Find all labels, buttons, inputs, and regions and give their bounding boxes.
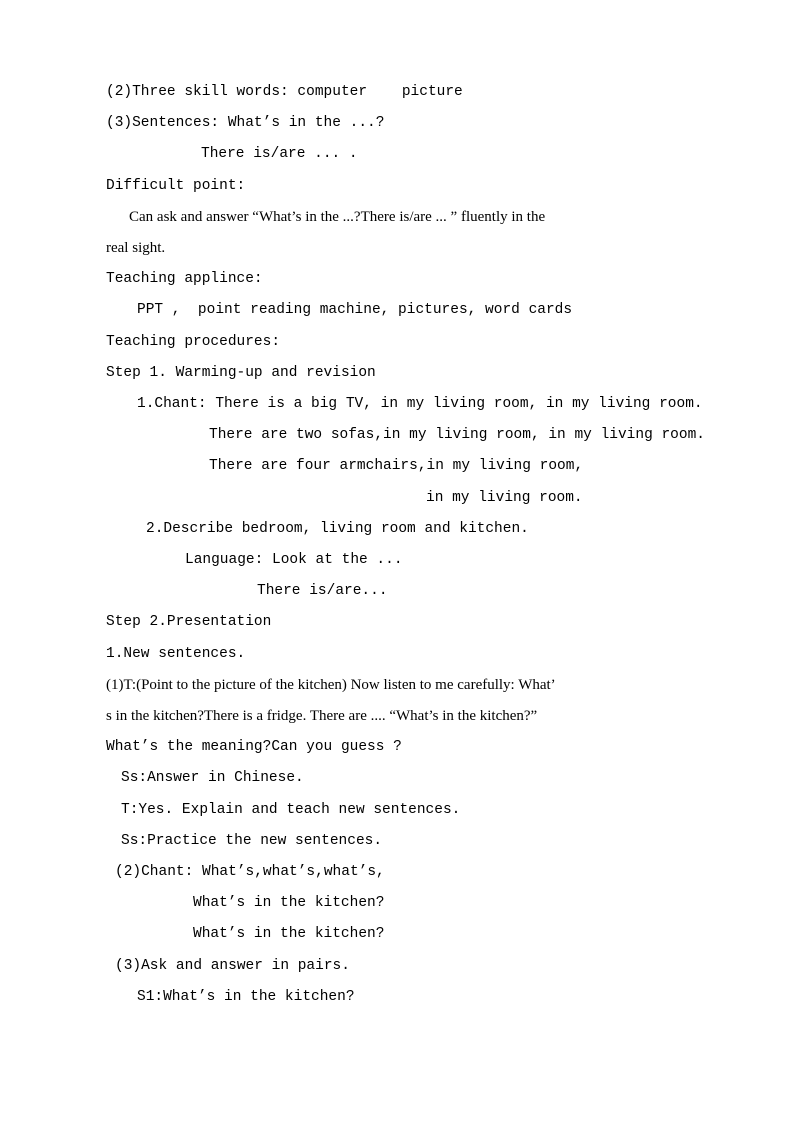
line-difficult-point-text: Can ask and answer “What’s in the ...?There is/are ... ” fluently in the — [129, 209, 546, 225]
line-describe: 2.Describe bedroom, living room and kitchen. — [146, 521, 529, 537]
line-chant-whats-2: What’s in the kitchen? — [193, 895, 385, 911]
line-chant-whats: (2)Chant: What’s,what’s,what’s, — [115, 864, 385, 880]
line-t-yes: T:Yes. Explain and teach new sentences. — [121, 802, 461, 818]
line-presentation-2: s in the kitchen?There is a fridge. There are .... “What’s in the kitchen?” — [106, 708, 538, 724]
heading-step-2: Step 2.Presentation — [106, 614, 272, 630]
line-ss-answer: Ss:Answer in Chinese. — [121, 770, 304, 786]
line-ss-practice: Ss:Practice the new sentences. — [121, 833, 383, 849]
line-new-sentences: 1.New sentences. — [106, 646, 246, 662]
line-language: Language: Look at the ... — [185, 552, 403, 568]
heading-step-1: Step 1. Warming-up and revision — [106, 365, 376, 381]
line-presentation-1: (1)T:(Point to the picture of the kitchen) Now listen to me carefully: What’ — [106, 677, 556, 693]
line-there-is-are-2: There is/are... — [257, 583, 388, 599]
line-chant-2: There are two sofas,in my living room, in my living room. — [209, 427, 705, 443]
line-real-sight: real sight. — [106, 240, 166, 256]
line-ask-answer: (3)Ask and answer in pairs. — [115, 958, 350, 974]
line-applince-list: PPT , point reading machine, pictures, word cards — [137, 302, 573, 318]
line-skill-words: (2)Three skill words: computer picture — [106, 84, 463, 100]
line-chant-3: There are four armchairs,in my living room, — [209, 458, 584, 474]
line-chant-1: 1.Chant: There is a big TV, in my living room, in my living room. — [137, 396, 703, 412]
line-sentences: (3)Sentences: What’s in the ...? — [106, 115, 385, 131]
line-there-is-are: There is/are ... . — [201, 146, 358, 162]
line-chant-whats-3: What’s in the kitchen? — [193, 926, 385, 942]
line-meaning: What’s the meaning?Can you guess ? — [106, 739, 402, 755]
line-chant-4: in my living room. — [426, 490, 583, 506]
heading-teaching-applince: Teaching applince: — [106, 271, 263, 287]
heading-teaching-procedures: Teaching procedures: — [106, 334, 281, 350]
heading-difficult-point: Difficult point: — [106, 178, 246, 194]
line-s1: S1:What’s in the kitchen? — [137, 989, 355, 1005]
